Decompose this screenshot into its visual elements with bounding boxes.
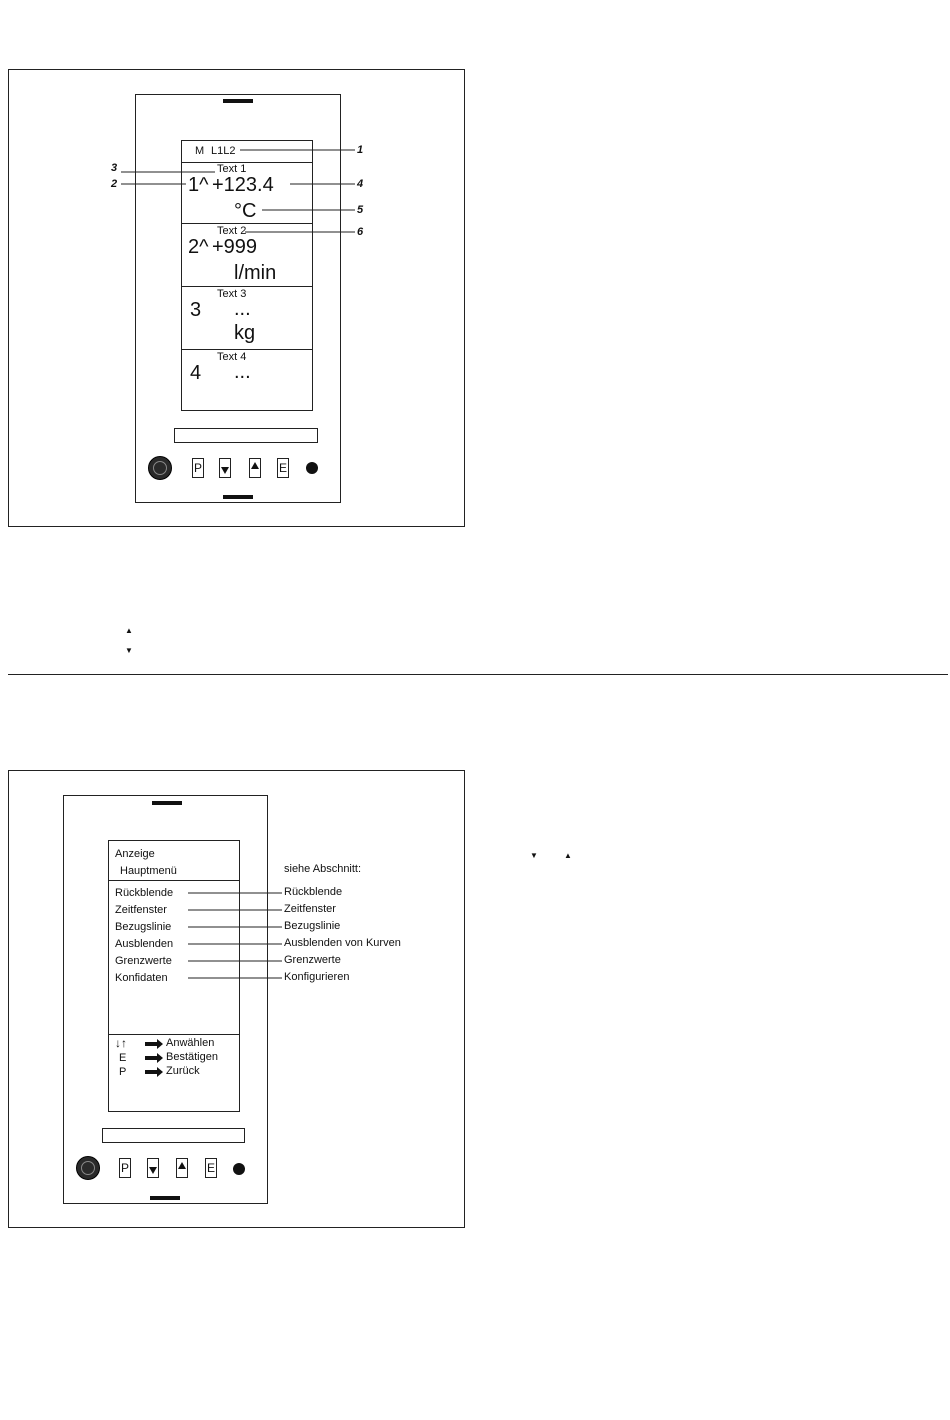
- channel-4-text: Text 4: [217, 351, 247, 363]
- status-led: [306, 462, 318, 474]
- section-ref-zeitfenster: Zeitfenster: [284, 903, 336, 915]
- channel-3-value: ...: [234, 298, 251, 320]
- menu-item-konfidaten[interactable]: Konfidaten: [115, 972, 168, 984]
- section-ref-grenzwerte: Grenzwerte: [284, 954, 341, 966]
- channel-2-value: +999: [212, 236, 258, 258]
- e-key[interactable]: E: [205, 1158, 217, 1178]
- channel-1-value: +123.4: [212, 174, 274, 196]
- knob-icon[interactable]: [76, 1156, 100, 1180]
- channel-4-number: 4: [190, 362, 202, 384]
- channel-1-text: Text 1: [217, 163, 247, 175]
- channel-2-text: Text 2: [217, 225, 247, 237]
- p-key[interactable]: P: [192, 458, 204, 478]
- callout-4: 4: [357, 178, 364, 190]
- help-action-confirm: Bestätigen: [166, 1051, 218, 1063]
- p-key[interactable]: P: [119, 1158, 131, 1178]
- arrow-right-icon: [145, 1053, 165, 1063]
- bottom-slot: [150, 1196, 180, 1200]
- down-key[interactable]: [147, 1158, 159, 1178]
- callout-6: 6: [357, 226, 364, 238]
- limit-indicators: L1L2: [211, 145, 236, 157]
- callout-2: 2: [111, 178, 118, 190]
- menu-subtitle: Hauptmenü: [120, 865, 177, 877]
- channel-2-unit: l/min: [234, 262, 277, 284]
- status-led: [233, 1163, 245, 1175]
- section-ref-konfigurieren: Konfigurieren: [284, 971, 350, 983]
- section-ref-bezugslinie: Bezugslinie: [284, 920, 341, 932]
- up-key[interactable]: [176, 1158, 188, 1178]
- channel-3-number: 3: [190, 299, 202, 321]
- help-action-select: Anwählen: [166, 1037, 215, 1049]
- channel-3-unit: kg: [234, 322, 256, 344]
- help-key-confirm: E: [119, 1052, 127, 1064]
- mode-indicator: M: [195, 145, 205, 157]
- callout-3: 3: [111, 162, 118, 174]
- channel-1-unit: °C: [234, 200, 257, 222]
- knob-icon[interactable]: [148, 456, 172, 480]
- menu-title: Anzeige: [115, 848, 155, 860]
- up-arrow-icon: [250, 459, 260, 477]
- up-key[interactable]: [249, 458, 261, 478]
- menu-item-zeitfenster[interactable]: Zeitfenster: [115, 904, 167, 916]
- up-arrow-icon: [177, 1159, 187, 1177]
- up-arrow-icon: ▲: [125, 626, 133, 635]
- section-ref-rueckblende: Rückblende: [284, 886, 343, 898]
- down-arrow-icon: ▼: [125, 646, 133, 655]
- arrow-right-icon: [145, 1067, 165, 1077]
- menu-item-bezugslinie[interactable]: Bezugslinie: [115, 921, 172, 933]
- help-divider: [109, 1034, 239, 1035]
- help-key-select: ↓↑: [115, 1036, 127, 1050]
- section-divider: [8, 674, 948, 675]
- arrow-right-icon: [145, 1039, 165, 1049]
- down-key[interactable]: [219, 458, 231, 478]
- menu-item-rueckblende[interactable]: Rückblende: [115, 887, 174, 899]
- menu-item-grenzwerte[interactable]: Grenzwerte: [115, 955, 172, 967]
- down-arrow-icon: [148, 1159, 158, 1177]
- channel-3-text: Text 3: [217, 288, 247, 300]
- section-ref-ausblenden: Ausblenden von Kurven: [284, 937, 401, 949]
- callout-1: 1: [357, 144, 364, 156]
- channel-4-value: ...: [234, 361, 251, 383]
- channel-1-number: 1^: [188, 174, 209, 196]
- menu-item-ausblenden[interactable]: Ausblenden: [115, 938, 174, 950]
- label-strip: [102, 1128, 245, 1143]
- see-section-label: siehe Abschnitt:: [284, 863, 362, 875]
- e-key[interactable]: E: [277, 458, 289, 478]
- help-key-back: P: [119, 1066, 127, 1078]
- top-slot: [152, 801, 182, 805]
- down-arrow-icon: [220, 459, 230, 477]
- callout-5: 5: [357, 204, 364, 216]
- channel-2-number: 2^: [188, 236, 209, 258]
- up-arrow-icon: ▲: [564, 851, 572, 860]
- down-arrow-icon: ▼: [530, 851, 538, 860]
- label-strip: [174, 428, 318, 443]
- leader-lines-2: [0, 850, 480, 1000]
- help-action-back: Zurück: [166, 1065, 200, 1077]
- callout-lines-1: [0, 0, 950, 560]
